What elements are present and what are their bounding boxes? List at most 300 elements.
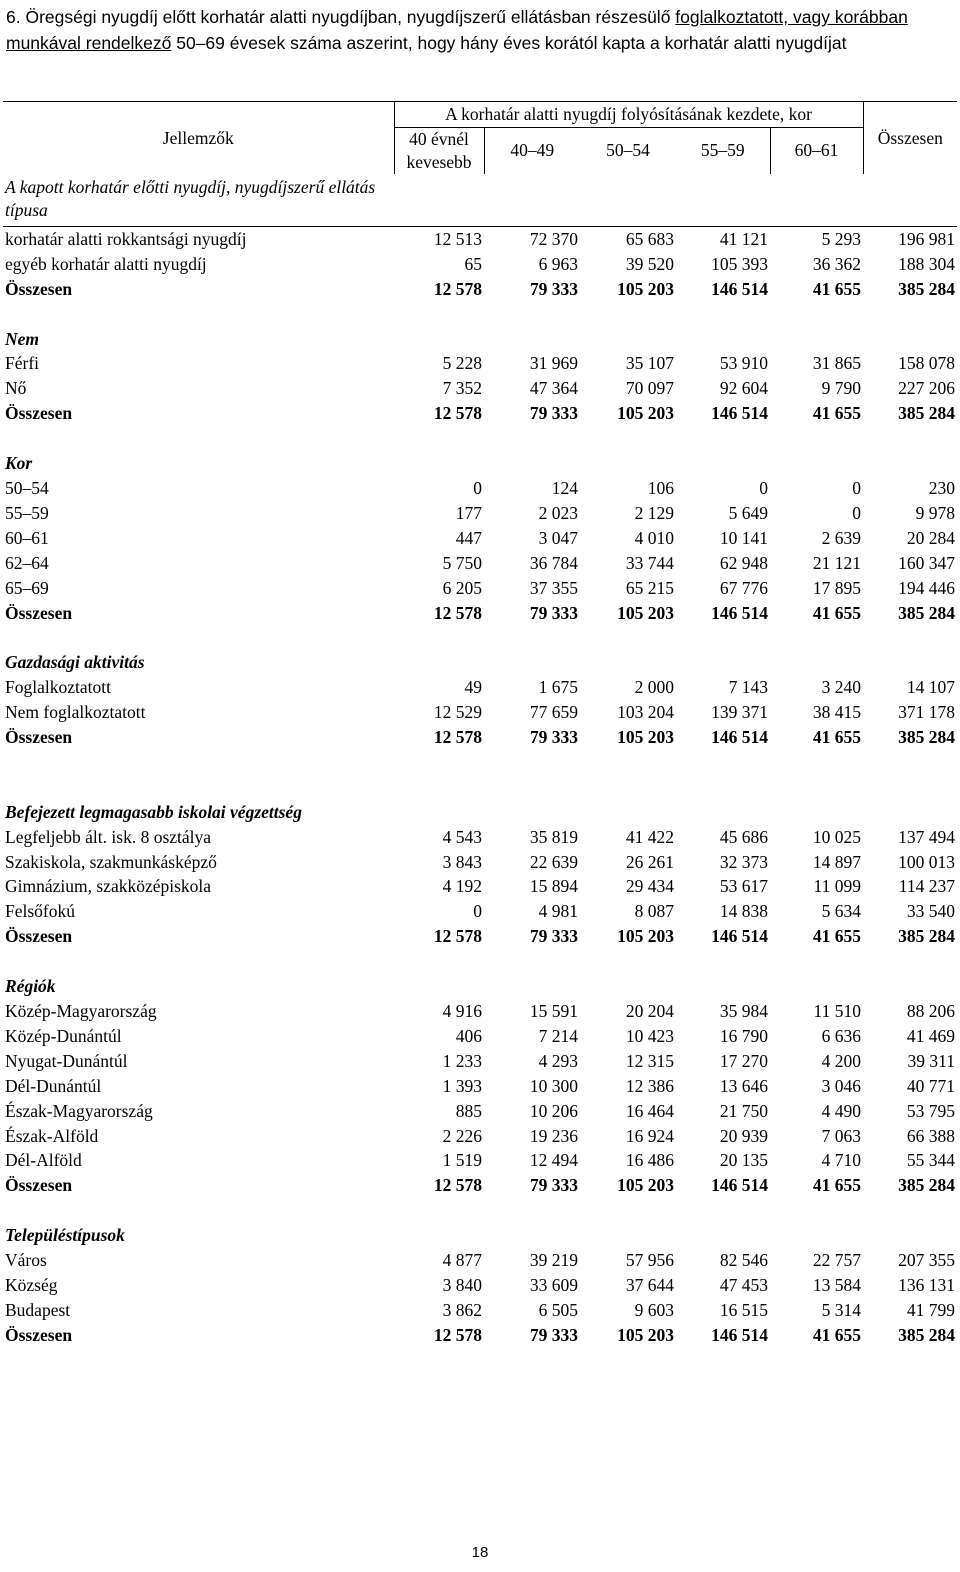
row-label: Dél-Dunántúl xyxy=(5,1075,102,1096)
value-cell: 21 750 xyxy=(719,1100,768,1121)
row-label: Nem foglalkoztatott xyxy=(5,702,146,723)
value-cell: 3 046 xyxy=(821,1075,862,1096)
value-cell: 194 446 xyxy=(898,577,956,598)
value-cell: 12 494 xyxy=(529,1150,578,1171)
value-cell: 3 840 xyxy=(442,1274,482,1295)
value-cell: 16 486 xyxy=(625,1150,674,1171)
value-cell: 17 895 xyxy=(812,577,862,598)
value-cell: 146 514 xyxy=(711,278,768,299)
value-cell: 1 675 xyxy=(538,677,578,698)
value-cell: 4 010 xyxy=(634,527,674,548)
section-heading: Kor xyxy=(5,453,33,474)
value-cell: 9 603 xyxy=(634,1299,674,1320)
value-cell: 146 514 xyxy=(711,403,768,424)
table-row xyxy=(3,1124,957,1149)
section-heading-row xyxy=(3,1223,957,1248)
spacer-row xyxy=(3,625,957,650)
value-cell: 12 578 xyxy=(433,278,482,299)
value-cell: 77 659 xyxy=(529,702,578,723)
row-label: korhatár alatti rokkantsági nyugdíj xyxy=(5,228,247,249)
spacer-cell xyxy=(3,302,957,327)
row-label: Budapest xyxy=(5,1299,71,1320)
header-col-40-49: 40–49 xyxy=(510,140,555,161)
value-cell: 41 655 xyxy=(812,1175,862,1196)
spacer-cell xyxy=(3,949,957,974)
section-heading-row xyxy=(3,327,957,352)
value-cell: 12 578 xyxy=(433,403,482,424)
value-cell: 4 543 xyxy=(442,826,482,847)
value-cell: 37 355 xyxy=(529,577,578,598)
value-cell: 14 897 xyxy=(812,851,862,872)
total-row xyxy=(3,601,957,626)
value-cell: 7 143 xyxy=(728,677,768,698)
row-label: Szakiskola, szakmunkásképző xyxy=(5,851,217,872)
value-cell: 22 639 xyxy=(529,851,578,872)
table-row xyxy=(3,675,957,700)
row-label: Város xyxy=(5,1250,47,1271)
value-cell: 124 xyxy=(551,477,578,498)
row-label: Község xyxy=(5,1274,58,1295)
total-row xyxy=(3,401,957,426)
spacer-cell xyxy=(3,625,957,650)
value-cell: 2 000 xyxy=(634,677,674,698)
value-cell: 1 233 xyxy=(442,1050,482,1071)
value-cell: 12 578 xyxy=(433,602,482,623)
value-cell: 4 293 xyxy=(538,1050,578,1071)
section-heading-row xyxy=(3,800,957,825)
value-cell: 885 xyxy=(455,1100,482,1121)
value-cell: 3 843 xyxy=(442,851,482,872)
value-cell: 35 819 xyxy=(529,826,578,847)
value-cell: 0 xyxy=(759,477,768,498)
value-cell: 41 655 xyxy=(812,403,862,424)
value-cell: 1 393 xyxy=(442,1075,482,1096)
value-cell: 6 205 xyxy=(442,577,482,598)
value-cell: 57 956 xyxy=(625,1250,674,1271)
value-cell: 31 865 xyxy=(812,353,862,374)
row-label: 65–69 xyxy=(5,577,49,598)
value-cell: 4 981 xyxy=(538,901,578,922)
value-cell: 105 203 xyxy=(617,1324,674,1345)
value-cell: 53 617 xyxy=(719,876,768,897)
row-label: Felsőfokú xyxy=(5,901,75,922)
value-cell: 41 655 xyxy=(812,926,862,947)
value-cell: 13 646 xyxy=(719,1075,768,1096)
section-heading-row xyxy=(3,451,957,476)
value-cell: 41 121 xyxy=(719,228,768,249)
value-cell: 13 584 xyxy=(812,1274,862,1295)
table-row xyxy=(3,1049,957,1074)
section-heading-row xyxy=(3,650,957,675)
value-cell: 385 284 xyxy=(898,278,956,299)
section-heading: Régiók xyxy=(5,976,56,997)
spacer-row xyxy=(3,1198,957,1223)
section-heading-row xyxy=(3,974,957,999)
value-cell: 41 469 xyxy=(906,1025,956,1046)
value-cell: 39 520 xyxy=(625,253,674,274)
value-cell: 36 362 xyxy=(812,253,862,274)
value-cell: 79 333 xyxy=(529,1324,578,1345)
row-label: Összesen xyxy=(5,1324,73,1345)
row-label: Közép-Dunántúl xyxy=(5,1025,122,1046)
table-row xyxy=(3,825,957,850)
value-cell: 7 352 xyxy=(442,378,482,399)
value-cell: 7 063 xyxy=(821,1125,862,1146)
value-cell: 10 300 xyxy=(529,1075,578,1096)
value-cell: 4 490 xyxy=(821,1100,862,1121)
value-cell: 79 333 xyxy=(529,727,578,748)
row-label: Összesen xyxy=(5,403,73,424)
value-cell: 20 939 xyxy=(719,1125,768,1146)
value-cell: 12 529 xyxy=(433,702,482,723)
header-jellemzok: Jellemzők xyxy=(3,102,394,174)
value-cell: 146 514 xyxy=(711,1324,768,1345)
value-cell: 4 877 xyxy=(442,1250,482,1271)
value-cell: 447 xyxy=(455,527,482,548)
value-cell: 45 686 xyxy=(719,826,768,847)
table-row xyxy=(3,501,957,526)
value-cell: 371 178 xyxy=(898,702,956,723)
value-cell: 41 655 xyxy=(812,602,862,623)
value-cell: 3 047 xyxy=(538,527,578,548)
value-cell: 10 025 xyxy=(812,826,862,847)
row-label: Összesen xyxy=(5,926,73,947)
value-cell: 10 423 xyxy=(625,1025,674,1046)
section-heading: Gazdasági aktivitás xyxy=(5,652,145,673)
table-title xyxy=(6,4,951,56)
value-cell: 65 xyxy=(464,253,482,274)
row-label: Foglalkoztatott xyxy=(5,677,111,698)
title-part-1: 6. Öregségi nyugdíj előtt korhatár alatti nyugdíjban, nyugdíjszerű ellátásban részesülő xyxy=(6,7,676,27)
value-cell: 3 862 xyxy=(442,1299,482,1320)
value-cell: 65 215 xyxy=(625,577,674,598)
table-row xyxy=(3,874,957,899)
section-heading: Befejezett legmagasabb iskolai végzettség xyxy=(5,801,302,822)
value-cell: 12 578 xyxy=(433,727,482,748)
spacer-cell xyxy=(3,775,957,800)
row-label: Összesen xyxy=(5,1175,73,1196)
value-cell: 139 371 xyxy=(711,702,768,723)
row-label: 60–61 xyxy=(5,527,49,548)
value-cell: 136 131 xyxy=(898,1274,956,1295)
value-cell: 41 655 xyxy=(812,1324,862,1345)
value-cell: 230 xyxy=(928,477,956,498)
table-row xyxy=(3,526,957,551)
value-cell: 31 969 xyxy=(529,353,578,374)
value-cell: 385 284 xyxy=(898,602,956,623)
row-label: Közép-Magyarország xyxy=(5,1001,157,1021)
value-cell: 105 203 xyxy=(617,602,674,623)
table-header xyxy=(3,102,957,227)
header-col-50-54: 50–54 xyxy=(606,140,650,161)
spacer-cell xyxy=(3,750,957,775)
value-cell: 53 795 xyxy=(906,1100,956,1121)
value-cell: 33 540 xyxy=(906,901,956,922)
value-cell: 12 315 xyxy=(625,1050,674,1071)
value-cell: 21 121 xyxy=(812,552,862,573)
value-cell: 160 347 xyxy=(898,552,956,573)
value-cell: 49 xyxy=(464,677,482,698)
spacer-cell xyxy=(3,426,957,451)
value-cell: 20 284 xyxy=(906,527,956,548)
table-row xyxy=(3,1248,957,1273)
value-cell: 105 203 xyxy=(617,926,674,947)
value-cell: 196 981 xyxy=(898,228,956,249)
table-row xyxy=(3,476,957,501)
header-col-under-40: 40 évnél kevesebb xyxy=(394,127,484,174)
title-underlined-phrase[interactable]: foglalkoztatott, vagy korábban munkával rendelkező xyxy=(6,7,908,53)
value-cell: 12 386 xyxy=(625,1075,674,1096)
spacer-row xyxy=(3,775,957,800)
header-type-label: A kapott korhatár előtti nyugdíj, nyugdíjszerű ellátás típusa xyxy=(5,176,376,220)
value-cell: 16 515 xyxy=(719,1299,768,1320)
value-cell: 79 333 xyxy=(529,926,578,947)
value-cell: 227 206 xyxy=(898,378,956,399)
value-cell: 105 203 xyxy=(617,727,674,748)
value-cell: 207 355 xyxy=(898,1250,956,1271)
spacer-row xyxy=(3,750,957,775)
value-cell: 79 333 xyxy=(529,1175,578,1196)
value-cell: 17 270 xyxy=(719,1050,768,1071)
value-cell: 103 204 xyxy=(617,702,674,723)
value-cell: 79 333 xyxy=(529,403,578,424)
value-cell: 2 226 xyxy=(442,1125,482,1146)
table-row xyxy=(3,1099,957,1124)
table-row xyxy=(3,252,957,277)
value-cell: 0 xyxy=(852,502,862,523)
value-cell: 6 636 xyxy=(821,1025,862,1046)
table-row xyxy=(3,1298,957,1323)
table-row xyxy=(3,1024,957,1049)
value-cell: 47 364 xyxy=(529,378,578,399)
header-group: A korhatár alatti nyugdíj folyósításának kezdete, kor xyxy=(394,102,863,128)
value-cell: 16 790 xyxy=(719,1025,768,1046)
value-cell: 158 078 xyxy=(898,353,956,374)
value-cell: 37 644 xyxy=(625,1274,674,1295)
value-cell: 66 388 xyxy=(906,1125,956,1146)
value-cell: 62 948 xyxy=(719,552,768,573)
value-cell: 146 514 xyxy=(711,1175,768,1196)
section-heading: Településtípusok xyxy=(5,1225,125,1246)
value-cell: 12 513 xyxy=(433,228,482,249)
table-body xyxy=(3,226,957,1347)
value-cell: 38 415 xyxy=(812,702,862,723)
table-row xyxy=(3,1074,957,1099)
header-col-60-61: 60–61 xyxy=(770,127,863,174)
page-number: 18 xyxy=(471,1544,489,1561)
value-cell: 385 284 xyxy=(898,403,956,424)
value-cell: 106 xyxy=(647,477,674,498)
value-cell: 65 683 xyxy=(625,228,674,249)
value-cell: 105 203 xyxy=(617,1175,674,1196)
value-cell: 5 649 xyxy=(728,502,768,523)
value-cell: 33 609 xyxy=(529,1274,578,1295)
value-cell: 3 240 xyxy=(821,677,862,698)
value-cell: 146 514 xyxy=(711,926,768,947)
value-cell: 2 023 xyxy=(538,502,578,523)
value-cell: 7 214 xyxy=(538,1025,578,1046)
value-cell: 177 xyxy=(455,502,482,523)
value-cell: 5 228 xyxy=(442,353,482,374)
value-cell: 55 344 xyxy=(906,1150,956,1171)
value-cell: 5 314 xyxy=(821,1299,862,1320)
value-cell: 11 510 xyxy=(813,1001,862,1021)
value-cell: 1 519 xyxy=(442,1150,482,1171)
header-spacer xyxy=(394,174,957,227)
header-total: Összesen xyxy=(863,102,957,174)
table-row xyxy=(3,999,957,1024)
statistics-table xyxy=(3,101,957,1348)
value-cell: 32 373 xyxy=(719,851,768,872)
value-cell: 14 838 xyxy=(719,901,768,922)
value-cell: 5 293 xyxy=(821,228,862,249)
value-cell: 2 639 xyxy=(821,527,862,548)
row-label: 50–54 xyxy=(5,477,49,498)
value-cell: 9 978 xyxy=(915,502,956,523)
value-cell: 41 655 xyxy=(812,278,862,299)
value-cell: 20 135 xyxy=(719,1150,768,1171)
value-cell: 36 784 xyxy=(529,552,578,573)
value-cell: 385 284 xyxy=(898,1324,956,1345)
value-cell: 79 333 xyxy=(529,278,578,299)
value-cell: 385 284 xyxy=(898,1175,956,1196)
value-cell: 10 141 xyxy=(719,527,768,548)
value-cell: 39 311 xyxy=(907,1050,956,1071)
value-cell: 14 107 xyxy=(906,677,956,698)
value-cell: 67 776 xyxy=(719,577,768,598)
value-cell: 10 206 xyxy=(529,1100,578,1121)
value-cell: 41 655 xyxy=(812,727,862,748)
value-cell: 146 514 xyxy=(711,602,768,623)
row-label: Legfeljebb ált. isk. 8 osztálya xyxy=(5,826,212,847)
value-cell: 47 453 xyxy=(719,1274,768,1295)
value-cell: 6 505 xyxy=(538,1299,578,1320)
title-part-2: 50–69 évesek száma aszerint, hogy hány éves korától kapta a korhatár alatti nyugdíjat xyxy=(171,33,847,53)
table-row xyxy=(3,850,957,875)
value-cell: 11 099 xyxy=(813,876,862,897)
spacer-row xyxy=(3,302,957,327)
total-row xyxy=(3,1323,957,1348)
value-cell: 15 591 xyxy=(529,1001,578,1021)
value-cell: 12 578 xyxy=(433,1175,482,1196)
value-cell: 26 261 xyxy=(625,851,674,872)
row-label: Dél-Alföld xyxy=(5,1150,82,1171)
value-cell: 406 xyxy=(455,1025,482,1046)
table-row xyxy=(3,1148,957,1173)
table-row xyxy=(3,351,957,376)
value-cell: 22 757 xyxy=(812,1250,862,1271)
row-label: Észak-Alföld xyxy=(5,1125,99,1146)
spacer-cell xyxy=(3,1198,957,1223)
spacer-row xyxy=(3,426,957,451)
value-cell: 35 984 xyxy=(719,1001,768,1021)
row-label: Gimnázium, szakközépiskola xyxy=(5,876,212,897)
value-cell: 70 097 xyxy=(625,378,674,399)
row-label: 62–64 xyxy=(5,552,49,573)
value-cell: 41 799 xyxy=(906,1299,956,1320)
value-cell: 5 634 xyxy=(821,901,862,922)
value-cell: 6 963 xyxy=(538,253,578,274)
total-row xyxy=(3,1173,957,1198)
value-cell: 0 xyxy=(852,477,862,498)
value-cell: 146 514 xyxy=(711,727,768,748)
value-cell: 79 333 xyxy=(529,602,578,623)
total-row xyxy=(3,725,957,750)
row-label: Összesen xyxy=(5,278,73,299)
value-cell: 4 710 xyxy=(821,1150,862,1171)
value-cell: 39 219 xyxy=(529,1250,578,1271)
table-row xyxy=(3,226,957,251)
value-cell: 105 203 xyxy=(617,278,674,299)
table-row xyxy=(3,376,957,401)
value-cell: 20 204 xyxy=(625,1001,674,1021)
value-cell: 53 910 xyxy=(719,353,768,374)
value-cell: 82 546 xyxy=(719,1250,768,1271)
value-cell: 19 236 xyxy=(529,1125,578,1146)
row-label: Észak-Magyarország xyxy=(5,1100,153,1121)
value-cell: 100 013 xyxy=(898,851,956,872)
value-cell: 35 107 xyxy=(625,353,674,374)
row-label: egyéb korhatár alatti nyugdíj xyxy=(5,253,207,274)
value-cell: 0 xyxy=(473,477,482,498)
value-cell: 137 494 xyxy=(898,826,956,847)
value-cell: 12 578 xyxy=(433,926,482,947)
value-cell: 9 790 xyxy=(821,378,862,399)
row-label: Nyugat-Dunántúl xyxy=(5,1050,128,1071)
value-cell: 41 422 xyxy=(625,826,674,847)
value-cell: 385 284 xyxy=(898,926,956,947)
value-cell: 105 393 xyxy=(711,253,768,274)
table-row xyxy=(3,899,957,924)
value-cell: 33 744 xyxy=(625,552,674,573)
value-cell: 72 370 xyxy=(529,228,578,249)
value-cell: 4 192 xyxy=(442,876,482,897)
value-cell: 29 434 xyxy=(625,876,674,897)
value-cell: 92 604 xyxy=(719,378,768,399)
row-label: Összesen xyxy=(5,602,73,623)
value-cell: 0 xyxy=(473,901,482,922)
section-heading: Nem xyxy=(5,328,40,349)
value-cell: 15 894 xyxy=(529,876,578,897)
value-cell: 4 200 xyxy=(821,1050,862,1071)
total-row xyxy=(3,924,957,949)
value-cell: 8 087 xyxy=(634,901,674,922)
row-label: 55–59 xyxy=(5,502,49,523)
value-cell: 4 916 xyxy=(442,1001,482,1021)
value-cell: 385 284 xyxy=(898,727,956,748)
value-cell: 16 924 xyxy=(625,1125,674,1146)
spacer-row xyxy=(3,949,957,974)
total-row xyxy=(3,277,957,302)
value-cell: 2 129 xyxy=(634,502,674,523)
value-cell: 88 206 xyxy=(906,1001,956,1021)
value-cell: 40 771 xyxy=(906,1075,956,1096)
value-cell: 105 203 xyxy=(617,403,674,424)
row-label: Férfi xyxy=(5,353,40,374)
table-row xyxy=(3,1273,957,1298)
table-row xyxy=(3,576,957,601)
value-cell: 114 237 xyxy=(898,876,956,897)
value-cell: 188 304 xyxy=(898,253,956,274)
table-row xyxy=(3,700,957,725)
row-label: Nő xyxy=(5,378,27,399)
header-col-55-59: 55–59 xyxy=(700,140,745,161)
value-cell: 5 750 xyxy=(442,552,482,573)
table-row xyxy=(3,551,957,576)
value-cell: 16 464 xyxy=(625,1100,674,1121)
value-cell: 12 578 xyxy=(433,1324,482,1345)
row-label: Összesen xyxy=(5,727,73,748)
